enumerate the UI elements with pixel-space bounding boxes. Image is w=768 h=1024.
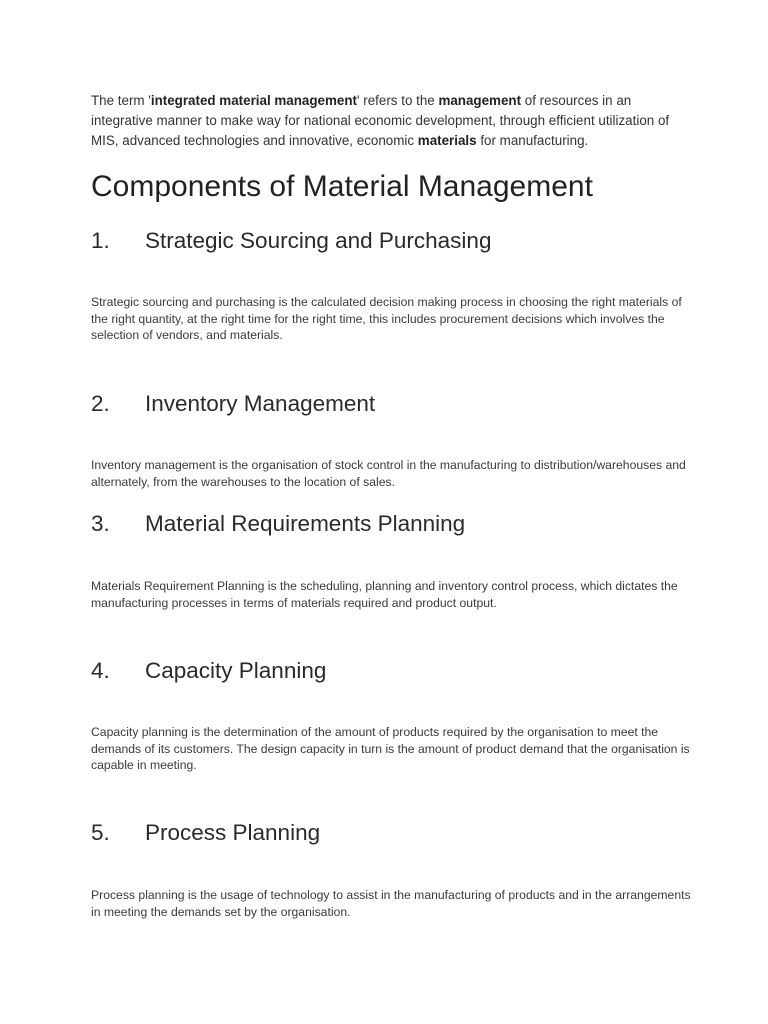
intro-text-1: The term ' [91, 93, 151, 108]
section-title: Process Planning [145, 820, 321, 845]
intro-text-4: for manufacturing. [476, 133, 589, 148]
section-number: 3. [91, 511, 110, 536]
section-body-strategic-sourcing: Strategic sourcing and purchasing is the calculated decision making process in choosing the right materials of the right quantity, at the right time for the right time, this includes procurement decisions which involves the selection of vendors, and materials. [91, 295, 682, 342]
section-number: 5. [91, 820, 110, 845]
section-heading-material-requirements-planning [91, 509, 465, 539]
section-body-inventory-management: Inventory management is the organisation of stock control in the manufacturing to distribution/warehouses and alternately, from the warehouses to the location of sales. [91, 458, 686, 489]
section-title: Strategic Sourcing and Purchasing [145, 228, 492, 253]
section-title: Capacity Planning [145, 658, 327, 683]
intro-text-2: ' refers to the [357, 93, 439, 108]
section-heading-inventory-management [91, 389, 375, 419]
intro-bold-management: management [438, 93, 522, 108]
section-heading-strategic-sourcing [91, 226, 491, 256]
section-body-capacity-planning: Capacity planning is the determination of the amount of products required by the organisation to meet the demands of its customers. The design capacity in turn is the amount of product demand that the organisation is capable in meeting. [91, 725, 690, 772]
section-number: 4. [91, 658, 110, 683]
section-title: Material Requirements Planning [145, 511, 466, 536]
section-number: 2. [91, 391, 110, 416]
intro-bold-term: integrated material management [150, 93, 357, 108]
section-heading-capacity-planning [91, 656, 326, 686]
intro-paragraph [91, 91, 691, 151]
intro-bold-materials: materials [417, 133, 477, 148]
page-title: Components of Material Management [91, 170, 593, 203]
section-body-material-requirements-planning: Materials Requirement Planning is the scheduling, planning and inventory control process, which dictates the manufacturing processes in terms of materials required and product output. [91, 579, 678, 610]
intro-text-3: of resources in an integrative manner to make way for national economic development, through efficient utilization of MIS, advanced technologies and innovative, economic [91, 93, 670, 148]
section-body-process-planning: Process planning is the usage of technology to assist in the manufacturing of products and in the arrangements in meeting the demands set by the organisation. [91, 888, 691, 919]
section-number: 1. [91, 228, 110, 253]
section-title: Inventory Management [145, 391, 376, 416]
section-heading-process-planning [91, 818, 320, 848]
